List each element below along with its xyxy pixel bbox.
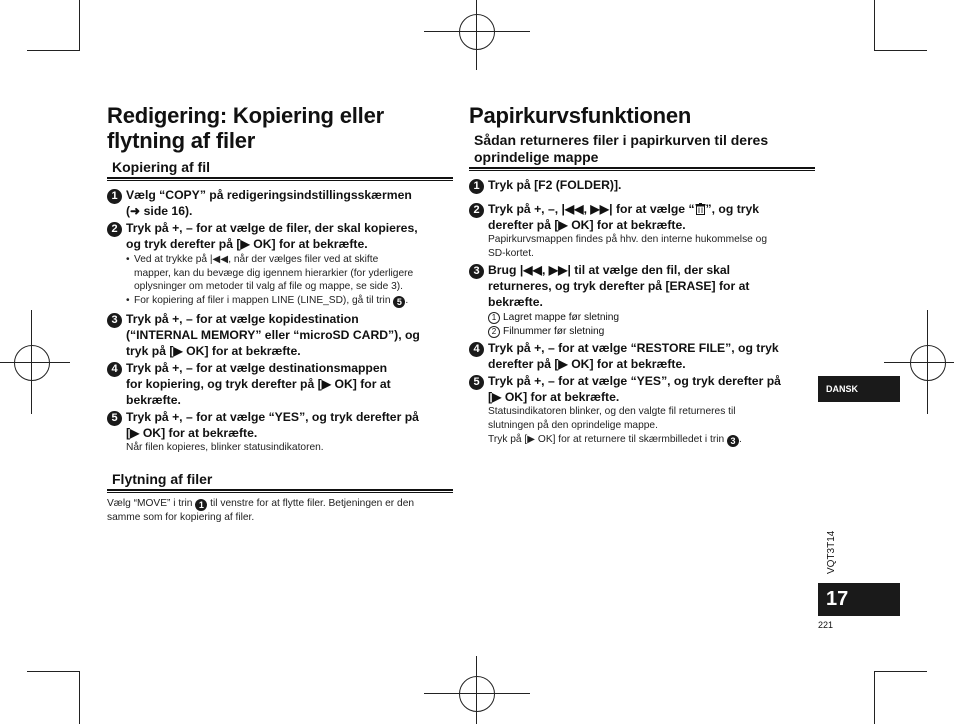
- crop-mark: [79, 0, 80, 51]
- right-column: [469, 103, 815, 447]
- step-text: Vælg “COPY” på redigeringsindstillingsskærmen: [126, 188, 412, 202]
- step-number: 1: [469, 179, 484, 194]
- step-number: 5: [469, 375, 484, 390]
- note-line: .: [405, 294, 409, 306]
- note-line: • Ved at trykke på |◀◀, når der vælges filer ved at skifte: [134, 254, 379, 265]
- step-text: bekræfte.: [488, 295, 543, 310]
- step-reference: 1: [195, 499, 207, 511]
- section-rule: [107, 489, 453, 493]
- step-note: [126, 253, 453, 294]
- step-number: 2: [107, 222, 122, 237]
- step-5: [469, 373, 815, 446]
- step-text: returneres, og tryk derefter på [ERASE] for at: [488, 279, 750, 294]
- crop-mark: [874, 671, 927, 672]
- section-heading-restore: [469, 132, 815, 166]
- step-text: tryk på [▶ OK] for at bekræfte.: [126, 343, 301, 358]
- step-number: 2: [469, 203, 484, 218]
- registration-mark: [476, 656, 477, 724]
- step-text: Tryk på +, – for at vælge “YES”, og tryk derefter på: [126, 409, 419, 424]
- step-text: derefter på [▶ OK] for at bekræfte.: [488, 357, 686, 372]
- registration-mark: [424, 31, 530, 32]
- step-number: 5: [107, 411, 122, 426]
- note-line: Tryk på [▶ OK] for at returnere til skærmbilledet i trin: [488, 433, 725, 445]
- callout-text: Lagret mappe før sletning: [503, 312, 620, 324]
- step-text: (“INTERNAL MEMORY” eller “microSD CARD”), og: [126, 327, 420, 342]
- step-number: 3: [469, 264, 484, 279]
- step-number: 1: [107, 189, 122, 204]
- step-text: Tryk på +, – for at vælge “RESTORE FILE”, og tryk: [488, 341, 779, 356]
- callout-text: Filnummer før sletning: [503, 325, 605, 337]
- step-text: Tryk på +, – for at vælge “YES”, og tryk derefter på: [488, 374, 781, 389]
- step-reference: 3: [727, 435, 739, 447]
- move-description: [107, 497, 453, 525]
- step-text: Tryk på +, – for at vælge de filer, der skal kopieres,: [126, 221, 418, 235]
- step-text: og tryk derefter på [▶ OK] for at bekræfte.: [126, 237, 368, 251]
- step-text: bekræfte.: [126, 392, 181, 407]
- step-text: derefter på [▶ OK] for at bekræfte.: [488, 218, 686, 232]
- callout-number: 1: [488, 312, 500, 324]
- step-number: 4: [469, 342, 484, 357]
- step-4: [107, 360, 453, 408]
- step-5: [107, 409, 453, 455]
- step-text: Tryk på +, – for at vælge destinationsmappen: [126, 360, 388, 375]
- title-line: Redigering: Kopiering eller: [107, 103, 384, 128]
- registration-mark: [0, 362, 70, 363]
- body-text: til venstre for at flytte filer. Betjeningen er den: [210, 498, 415, 510]
- callout-item: [488, 325, 815, 339]
- page-number: 17: [818, 583, 900, 616]
- step-note: [488, 405, 815, 446]
- copy-steps: [107, 187, 453, 454]
- step-text: Tryk på +, –, |◀◀, ▶▶| for at vælge “: [488, 202, 695, 216]
- note-line: .: [739, 433, 742, 445]
- registration-mark: [31, 310, 32, 414]
- step-1: [107, 187, 453, 219]
- step-note: [126, 294, 453, 308]
- body-text: Vælg “MOVE” i trin: [107, 498, 193, 510]
- section-rule: [107, 177, 453, 181]
- registration-mark: [910, 345, 946, 381]
- registration-mark: [459, 676, 495, 712]
- callout-item: [488, 311, 815, 325]
- step-note: [488, 233, 815, 260]
- step-text: Tryk på +, – for at vælge kopidestination: [126, 311, 359, 326]
- crop-mark: [874, 671, 875, 724]
- note-line: oplysninger om metoder til valg af file og mappe, se side 3).: [134, 281, 403, 293]
- registration-mark: [459, 14, 495, 50]
- registration-mark: [884, 362, 954, 363]
- step-2: [469, 201, 815, 260]
- registration-mark: [476, 0, 477, 70]
- registration-mark: [927, 310, 928, 414]
- step-text: ”, og tryk: [705, 202, 760, 216]
- left-column: [107, 103, 453, 525]
- page-number-small: 221: [818, 620, 834, 630]
- step-note: Når filen kopieres, blinker statusindikatoren.: [126, 441, 324, 453]
- model-number: VQT3T14: [826, 530, 837, 574]
- step-3: [469, 262, 815, 338]
- section-heading-move: Flytning af filer: [112, 471, 213, 488]
- note-line: slutningen på den oprindelige mappe.: [488, 419, 658, 431]
- registration-mark: [424, 693, 530, 694]
- step-text: (➜ side 16).: [126, 204, 193, 218]
- registration-mark: [14, 345, 50, 381]
- step-text: for kopiering, og tryk derefter på [▶ OK] for at: [126, 376, 391, 391]
- step-1: [469, 177, 815, 193]
- section-heading-copy: Kopiering af fil: [112, 159, 210, 175]
- step-3: [107, 311, 453, 359]
- note-line: For kopiering af filer i mappen LINE (LINE_SD), gå til trin: [134, 294, 391, 306]
- heading-line: oprindelige mappe: [474, 149, 599, 165]
- step-text: [▶ OK] for at bekræfte.: [126, 425, 258, 440]
- step-number: 4: [107, 362, 122, 377]
- page-title: [107, 103, 453, 153]
- step-reference: 5: [393, 296, 405, 308]
- crop-mark: [27, 50, 80, 51]
- crop-mark: [874, 0, 875, 51]
- note-line: Papirkurvsmappen findes på hhv. den interne hukommelse og: [488, 234, 767, 245]
- step-text: Brug |◀◀, ▶▶| til at vælge den fil, der skal: [488, 263, 731, 278]
- step-text: Tryk på [F2 (FOLDER)].: [488, 178, 622, 192]
- trash-icon: [695, 203, 706, 215]
- step-2: [107, 220, 453, 308]
- step-4: [469, 340, 815, 372]
- body-text: samme som for kopiering af filer.: [107, 512, 255, 524]
- restore-steps: [469, 177, 815, 447]
- page-title: Papirkurvsfunktionen: [469, 103, 692, 128]
- step-number: 3: [107, 313, 122, 328]
- crop-mark: [27, 671, 80, 672]
- title-line: flytning af filer: [107, 128, 256, 153]
- section-rule: [469, 167, 815, 171]
- note-line: SD-kortet.: [488, 247, 534, 259]
- language-tab: DANSK: [818, 376, 900, 402]
- step-text: [▶ OK] for at bekræfte.: [488, 390, 620, 405]
- crop-mark: [79, 671, 80, 724]
- note-line: mapper, kan du bevæge dig igennem hierarkier (for yderligere: [134, 267, 414, 279]
- note-line: Statusindikatoren blinker, og den valgte fil returneres til: [488, 406, 736, 418]
- crop-mark: [874, 50, 927, 51]
- heading-line: Sådan returneres filer i papirkurven til deres: [474, 132, 769, 148]
- callout-number: 2: [488, 326, 500, 338]
